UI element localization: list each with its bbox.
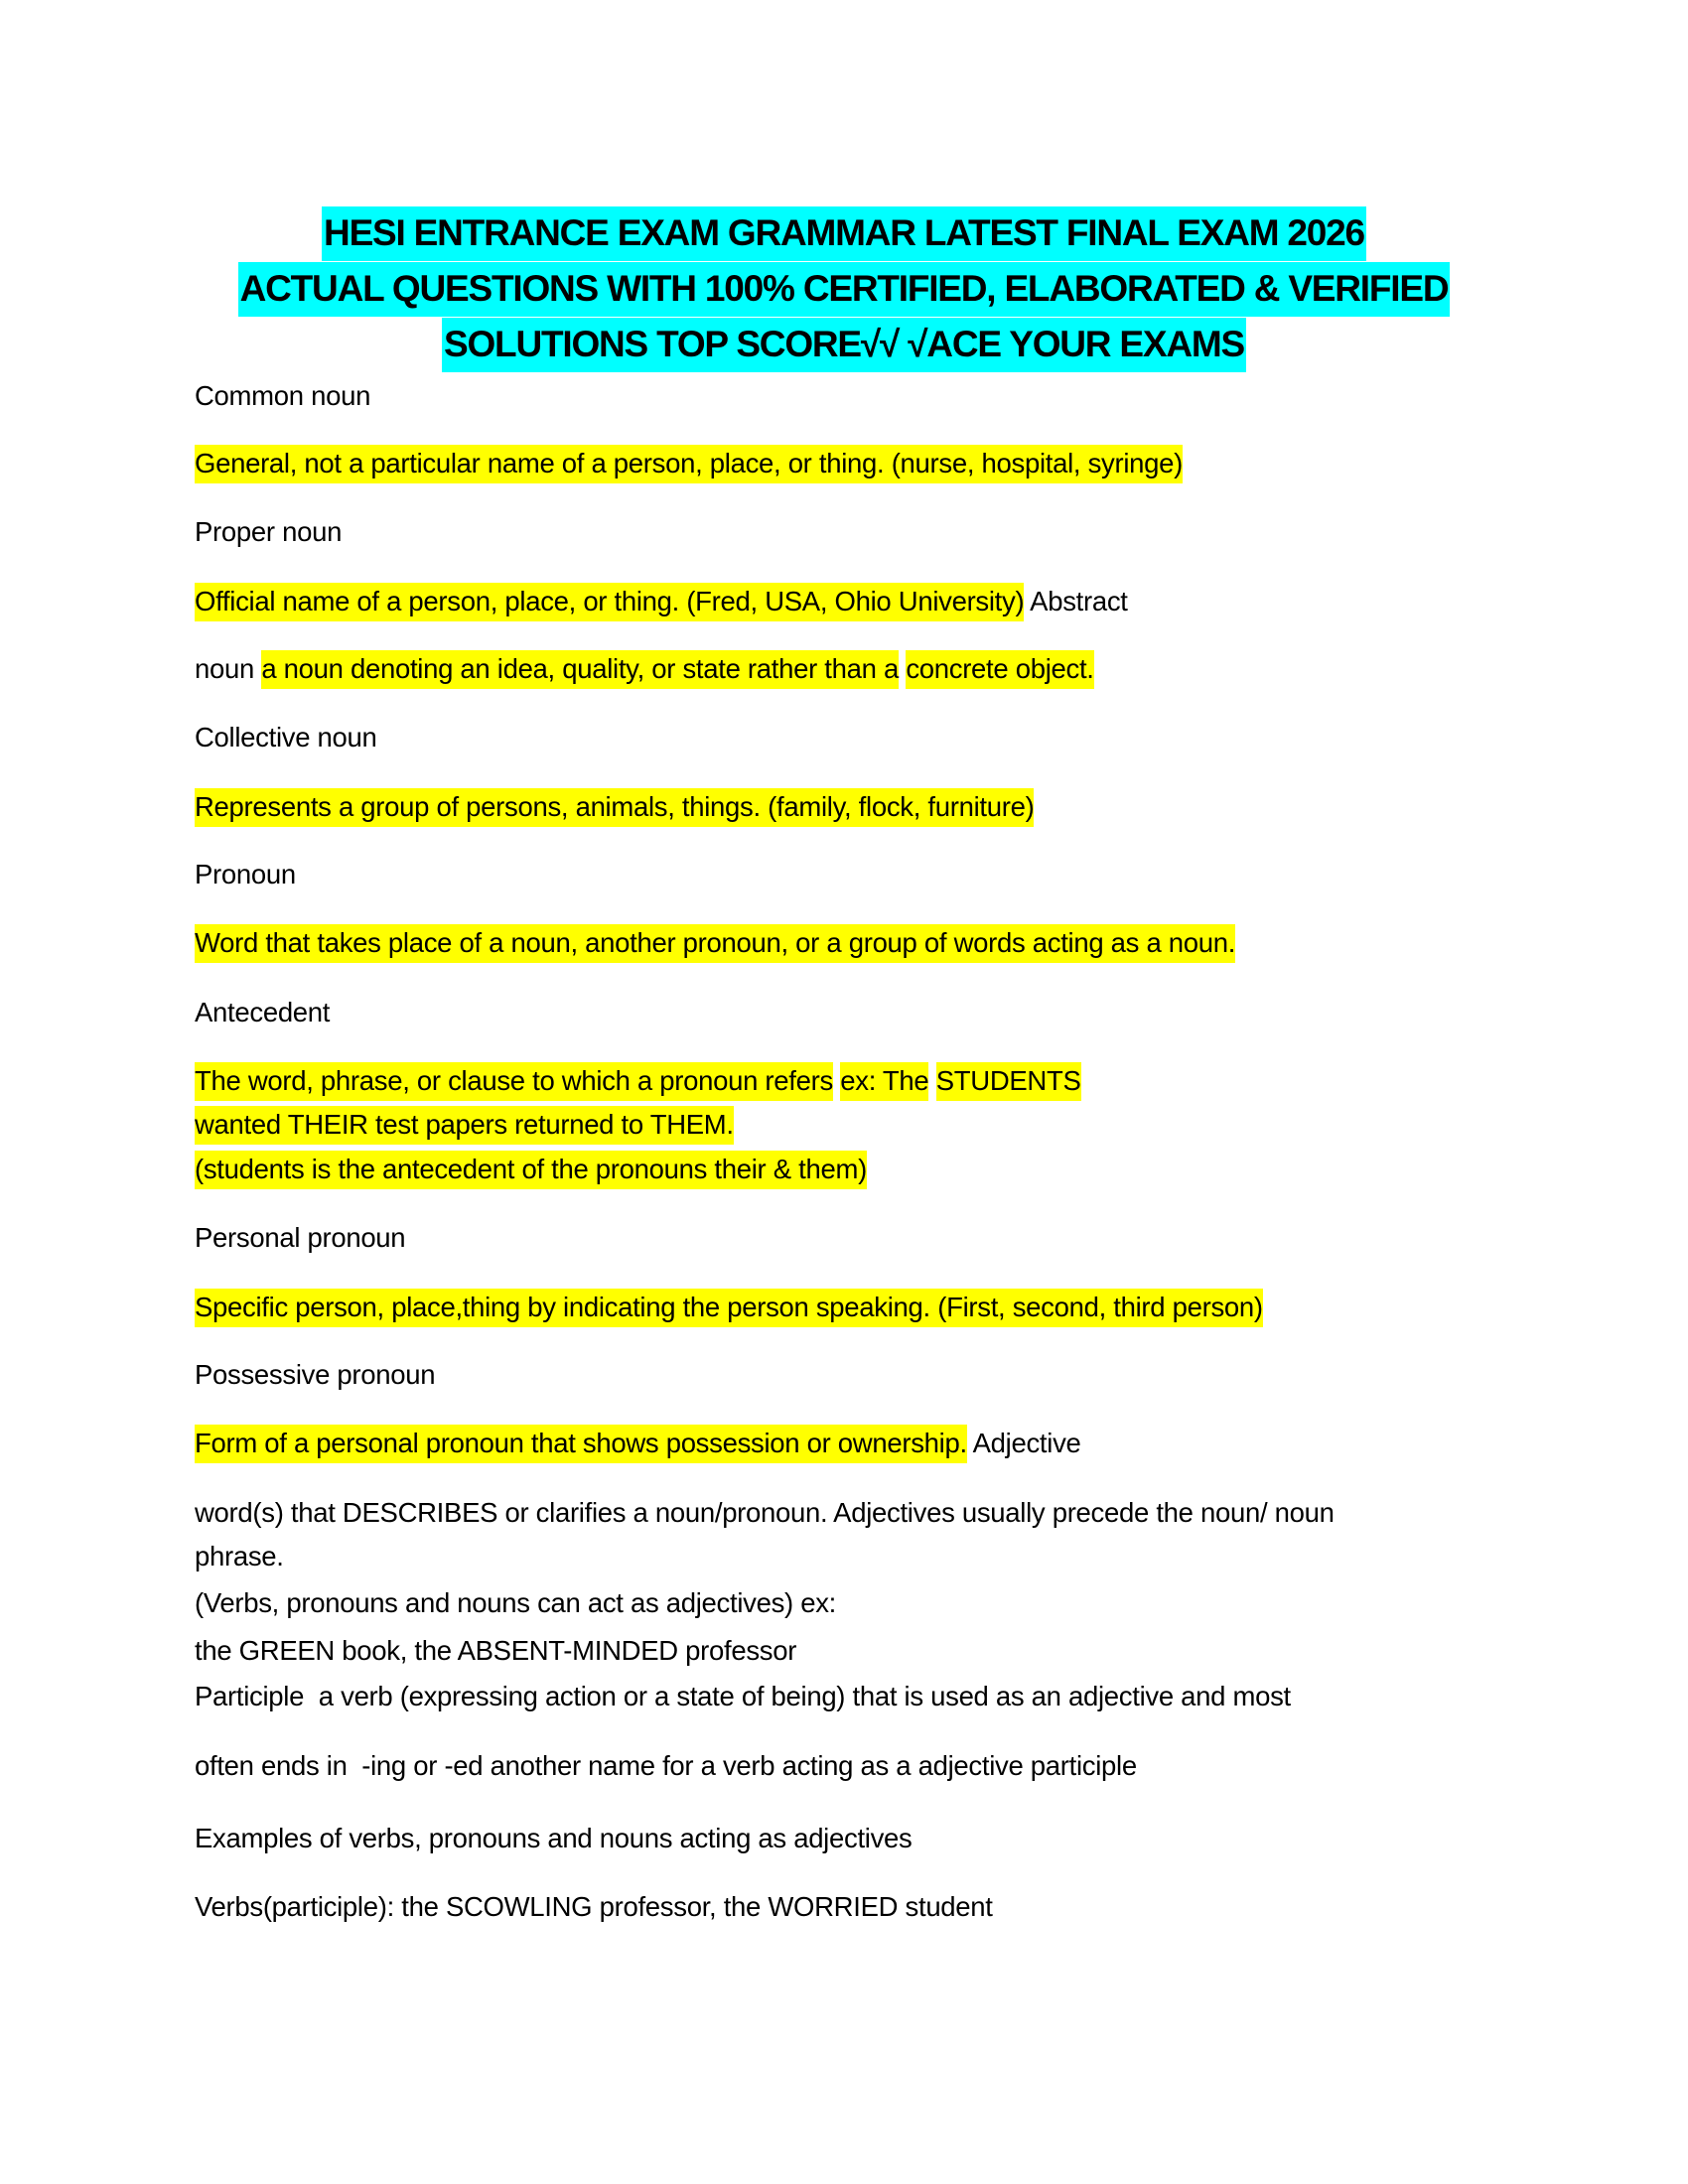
plain-text: the GREEN book, the ABSENT-MINDED professor — [195, 1635, 797, 1666]
text-line — [195, 995, 330, 1030]
plain-text: noun — [195, 653, 262, 684]
highlighted-text: wanted THEIR test papers returned to THEM. — [195, 1106, 734, 1145]
title-line-1: HESI ENTRANCE EXAM GRAMMAR LATEST FINAL EXAM 2026 — [0, 212, 1688, 254]
text-line — [195, 1821, 912, 1856]
title-line-3: SOLUTIONS TOP SCORE√√ √ACE YOUR EXAMS — [0, 324, 1688, 365]
highlighted-text: The word, phrase, or clause to which a pronoun refers — [195, 1062, 833, 1101]
text-line — [195, 1539, 284, 1574]
plain-text: Proper noun — [195, 516, 343, 547]
highlighted-text: Form of a personal pronoun that shows possession or ownership. — [195, 1425, 967, 1463]
text-line — [195, 1495, 1335, 1531]
plain-text: often ends in -ing or -ed another name for a verb acting as a adjective participle — [195, 1750, 1137, 1781]
text-line — [195, 1748, 1137, 1784]
text-line — [195, 857, 296, 892]
highlighted-text: Word that takes place of a noun, another pronoun, or a group of words acting as a noun. — [195, 924, 1235, 963]
text-line — [195, 1585, 836, 1621]
text-line — [195, 1679, 1291, 1714]
text-line — [195, 925, 1235, 961]
text-line — [195, 789, 1034, 825]
plain-text: Antecedent — [195, 997, 331, 1027]
text-line — [195, 720, 377, 755]
plain-text: Pronoun — [195, 859, 296, 889]
plain-text: Examples of verbs, pronouns and nouns acting as adjectives — [195, 1823, 913, 1853]
highlighted-text: Represents a group of persons, animals, things. (family, flock, furniture) — [195, 788, 1034, 827]
text-line — [195, 651, 1094, 687]
highlighted-text: STUDENTS — [936, 1062, 1081, 1101]
text-line — [195, 446, 1183, 481]
plain-text: Personal pronoun — [195, 1222, 406, 1253]
plain-text: Collective noun — [195, 722, 377, 752]
text-line — [195, 1063, 1081, 1099]
text-line — [195, 1426, 1081, 1461]
text-line — [195, 514, 342, 550]
text-line — [195, 584, 1128, 619]
highlighted-text: Official name of a person, place, or thing. (Fred, USA, Ohio University) — [195, 583, 1024, 621]
highlighted-text: ex: The — [840, 1062, 928, 1101]
plain-text: phrase. — [195, 1541, 284, 1571]
plain-text — [928, 1065, 935, 1096]
text-line — [195, 1357, 435, 1393]
highlighted-text: Specific person, place,thing by indicating the person speaking. (First, second, third person) — [195, 1289, 1263, 1327]
plain-text: Common noun — [195, 380, 371, 411]
plain-text: Verbs(participle): the SCOWLING professor, the WORRIED student — [195, 1891, 993, 1922]
plain-text: Adjective — [966, 1428, 1081, 1458]
plain-text: Abstract — [1024, 586, 1128, 616]
text-line — [195, 1290, 1263, 1325]
plain-text: word(s) that DESCRIBES or clarifies a noun/pronoun. Adjectives usually precede the noun/ noun — [195, 1497, 1335, 1528]
highlighted-text: a noun denoting an idea, quality, or state rather than a — [261, 650, 899, 689]
text-line — [195, 1107, 734, 1143]
plain-text: Possessive pronoun — [195, 1359, 436, 1390]
highlighted-text: (students is the antecedent of the pronouns their & them) — [195, 1151, 867, 1189]
text-line — [195, 378, 370, 414]
text-line — [195, 1152, 867, 1187]
highlighted-text: concrete object. — [906, 650, 1093, 689]
highlighted-text: General, not a particular name of a person, place, or thing. (nurse, hospital, syringe) — [195, 445, 1183, 483]
title-line-2: ACTUAL QUESTIONS WITH 100% CERTIFIED, ELABORATED & VERIFIED — [0, 268, 1688, 310]
plain-text: Participle a verb (expressing action or a state of being) that is used as an adjective and most — [195, 1681, 1291, 1711]
text-line — [195, 1633, 796, 1669]
text-line — [195, 1889, 993, 1925]
text-line — [195, 1220, 405, 1256]
plain-text: (Verbs, pronouns and nouns can act as adjectives) ex: — [195, 1587, 837, 1618]
